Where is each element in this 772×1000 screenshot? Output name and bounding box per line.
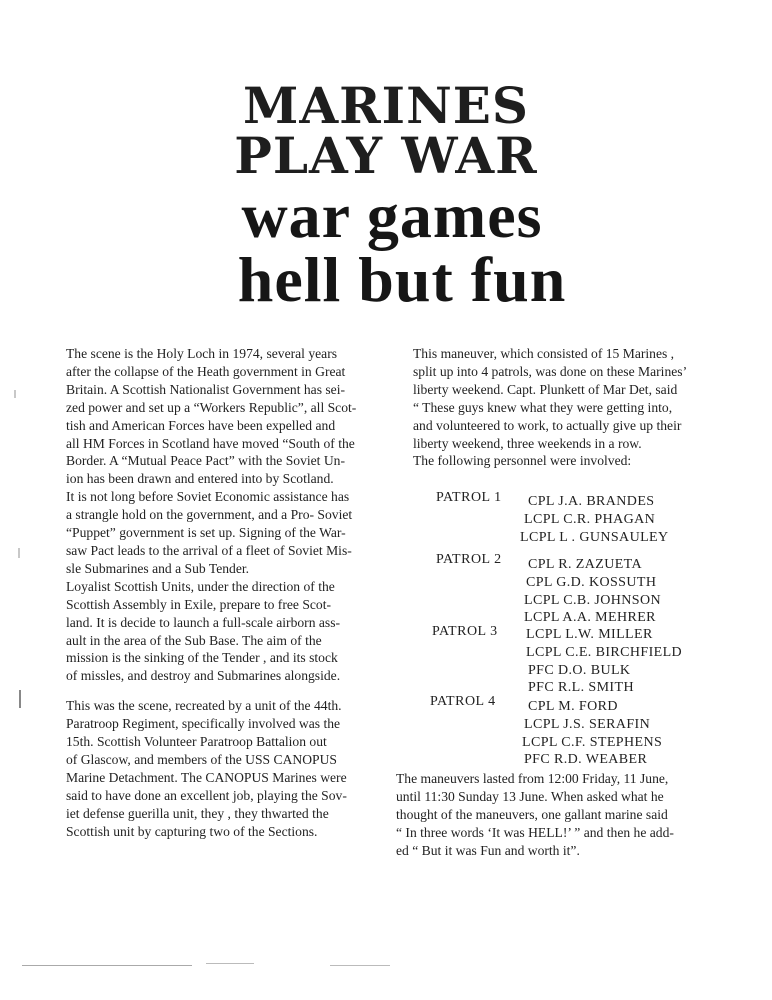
text-line: liberty weekend, three weekends in a row.	[413, 435, 642, 451]
text-line: Border. A “Mutual Peace Pact” with the Soviet Un-	[66, 453, 345, 469]
subheadline-line-2: hell but fun	[237, 244, 567, 315]
scan-rule	[330, 965, 390, 966]
patrol-member: CPL G.D. KOSSUTH	[526, 574, 657, 590]
text-line: a strangle hold on the government, and a Pro- Soviet	[66, 507, 353, 523]
text-line: zed power and set up a “Workers Republic”, all Scot-	[66, 399, 357, 415]
headline-line-2: PLAY WAR	[234, 126, 538, 185]
patrol-member: PFC D.O. BULK	[528, 662, 631, 678]
text-line: until 11:30 Sunday 13 June. When asked what he	[396, 788, 664, 804]
patrol-member: CPL R. ZAZUETA	[528, 557, 643, 572]
headline-line-1: MARINES	[242, 76, 529, 135]
text-line: This was the scene, recreated by a unit of the 44th.	[66, 698, 342, 714]
text-line: The following personnel were involved:	[413, 453, 632, 469]
patrol-member: CPL J.A. BRANDES	[528, 494, 655, 509]
right-paragraph-2	[396, 770, 726, 860]
right-paragraph-1	[413, 345, 723, 470]
left-paragraph-2	[66, 697, 396, 840]
text-line: and volunteered to work, to actually give up their	[413, 417, 682, 433]
left-column	[66, 345, 396, 840]
patrol-label: PATROL 4	[430, 694, 496, 709]
patrol-member: LCPL A.A. MEHRER	[524, 610, 656, 626]
text-line: This maneuver, which consisted of 15 Marines ,	[413, 346, 675, 361]
scan-artifact	[18, 548, 20, 558]
scan-rule	[206, 963, 254, 964]
left-paragraph-1	[66, 345, 396, 685]
patrol-member: LCPL L . GUNSAULEY	[520, 529, 669, 545]
text-line: The scene is the Holy Loch in 1974, several years	[66, 346, 338, 361]
text-line: saw Pact leads to the arrival of a fleet of Soviet Mis-	[66, 542, 352, 558]
text-line: Scottish Assembly in Exile, prepare to free Scot-	[66, 596, 332, 612]
text-line: all HM Forces in Scotland have moved “South of the	[66, 435, 355, 451]
patrol-member: LCPL C.B. JOHNSON	[524, 592, 661, 608]
patrol-member: PFC R.D. WEABER	[524, 752, 648, 768]
text-line: ed “ But it was Fun and worth it”.	[396, 842, 580, 858]
text-line: of Glascow, and members of the USS CANOPUS	[66, 751, 337, 767]
text-line: “Puppet” government is set up. Signing of the War-	[66, 525, 346, 541]
text-line: thought of the maneuvers, one gallant marine said	[396, 806, 668, 822]
text-line: of missles, and destroy and Submarines alongside.	[66, 668, 341, 684]
text-line: mission is the sinking of the Tender , and its stock	[66, 650, 338, 666]
scan-rule	[22, 965, 192, 966]
patrol-label: PATROL 3	[432, 624, 498, 639]
right-column	[413, 345, 723, 470]
subheadline-line-1: war games	[241, 180, 543, 251]
text-line: ion has been drawn and entered into by Scotland.	[66, 471, 334, 487]
patrol-member: LCPL C.R. PHAGAN	[524, 511, 656, 527]
text-line: “ These guys knew what they were getting into,	[413, 399, 673, 415]
text-line: land. It is decide to launch a full-scale airborn ass-	[66, 614, 341, 630]
text-line: Britain. A Scottish Nationalist Government has sei-	[66, 381, 346, 397]
text-line: iet defense guerilla unit, they , they thwarted the	[66, 805, 329, 821]
patrol-label: PATROL 2	[436, 552, 502, 567]
text-line: tish and American Forces have been expelled and	[66, 417, 336, 433]
text-line: 15th. Scottish Volunteer Paratroop Battalion out	[66, 734, 327, 750]
text-line: Paratroop Regiment, specifically involved was the	[66, 716, 341, 732]
text-line: split up into 4 patrols, was done on these Marines’	[413, 363, 688, 379]
patrol-label: PATROL 1	[436, 490, 502, 505]
text-line: sle Submarines and a Sub Tender.	[66, 560, 250, 576]
patrol-member: LCPL L.W. MILLER	[526, 627, 653, 642]
text-line: Scottish unit by capturing two of the Sections.	[66, 823, 318, 839]
text-line: Loyalist Scottish Units, under the direction of the	[66, 578, 335, 594]
text-line: said to have done an excellent job, playing the Sov-	[66, 787, 347, 803]
patrol-member: LCPL C.E. BIRCHFIELD	[526, 644, 683, 660]
patrol-member: PFC R.L. SMITH	[528, 680, 634, 696]
patrol-member: LCPL J.S. SERAFIN	[524, 716, 651, 732]
text-line: The maneuvers lasted from 12:00 Friday, 11 June,	[396, 771, 669, 786]
text-line: ault in the area of the Sub Base. The aim of the	[66, 632, 322, 648]
patrol-member: CPL M. FORD	[528, 699, 618, 714]
text-line: liberty weekend. Capt. Plunkett of Mar Det, said	[413, 381, 678, 397]
text-line: after the collapse of the Heath government in Great	[66, 363, 346, 379]
text-line: It is not long before Soviet Economic assistance has	[66, 489, 350, 505]
text-line: Marine Detachment. The CANOPUS Marines were	[66, 769, 347, 785]
scan-artifact	[19, 690, 21, 708]
patrol-member: LCPL C.F. STEPHENS	[522, 734, 663, 750]
scan-artifact	[14, 390, 16, 398]
text-line: “ In three words ‘It was HELL!’ ” and then he add-	[396, 824, 674, 840]
